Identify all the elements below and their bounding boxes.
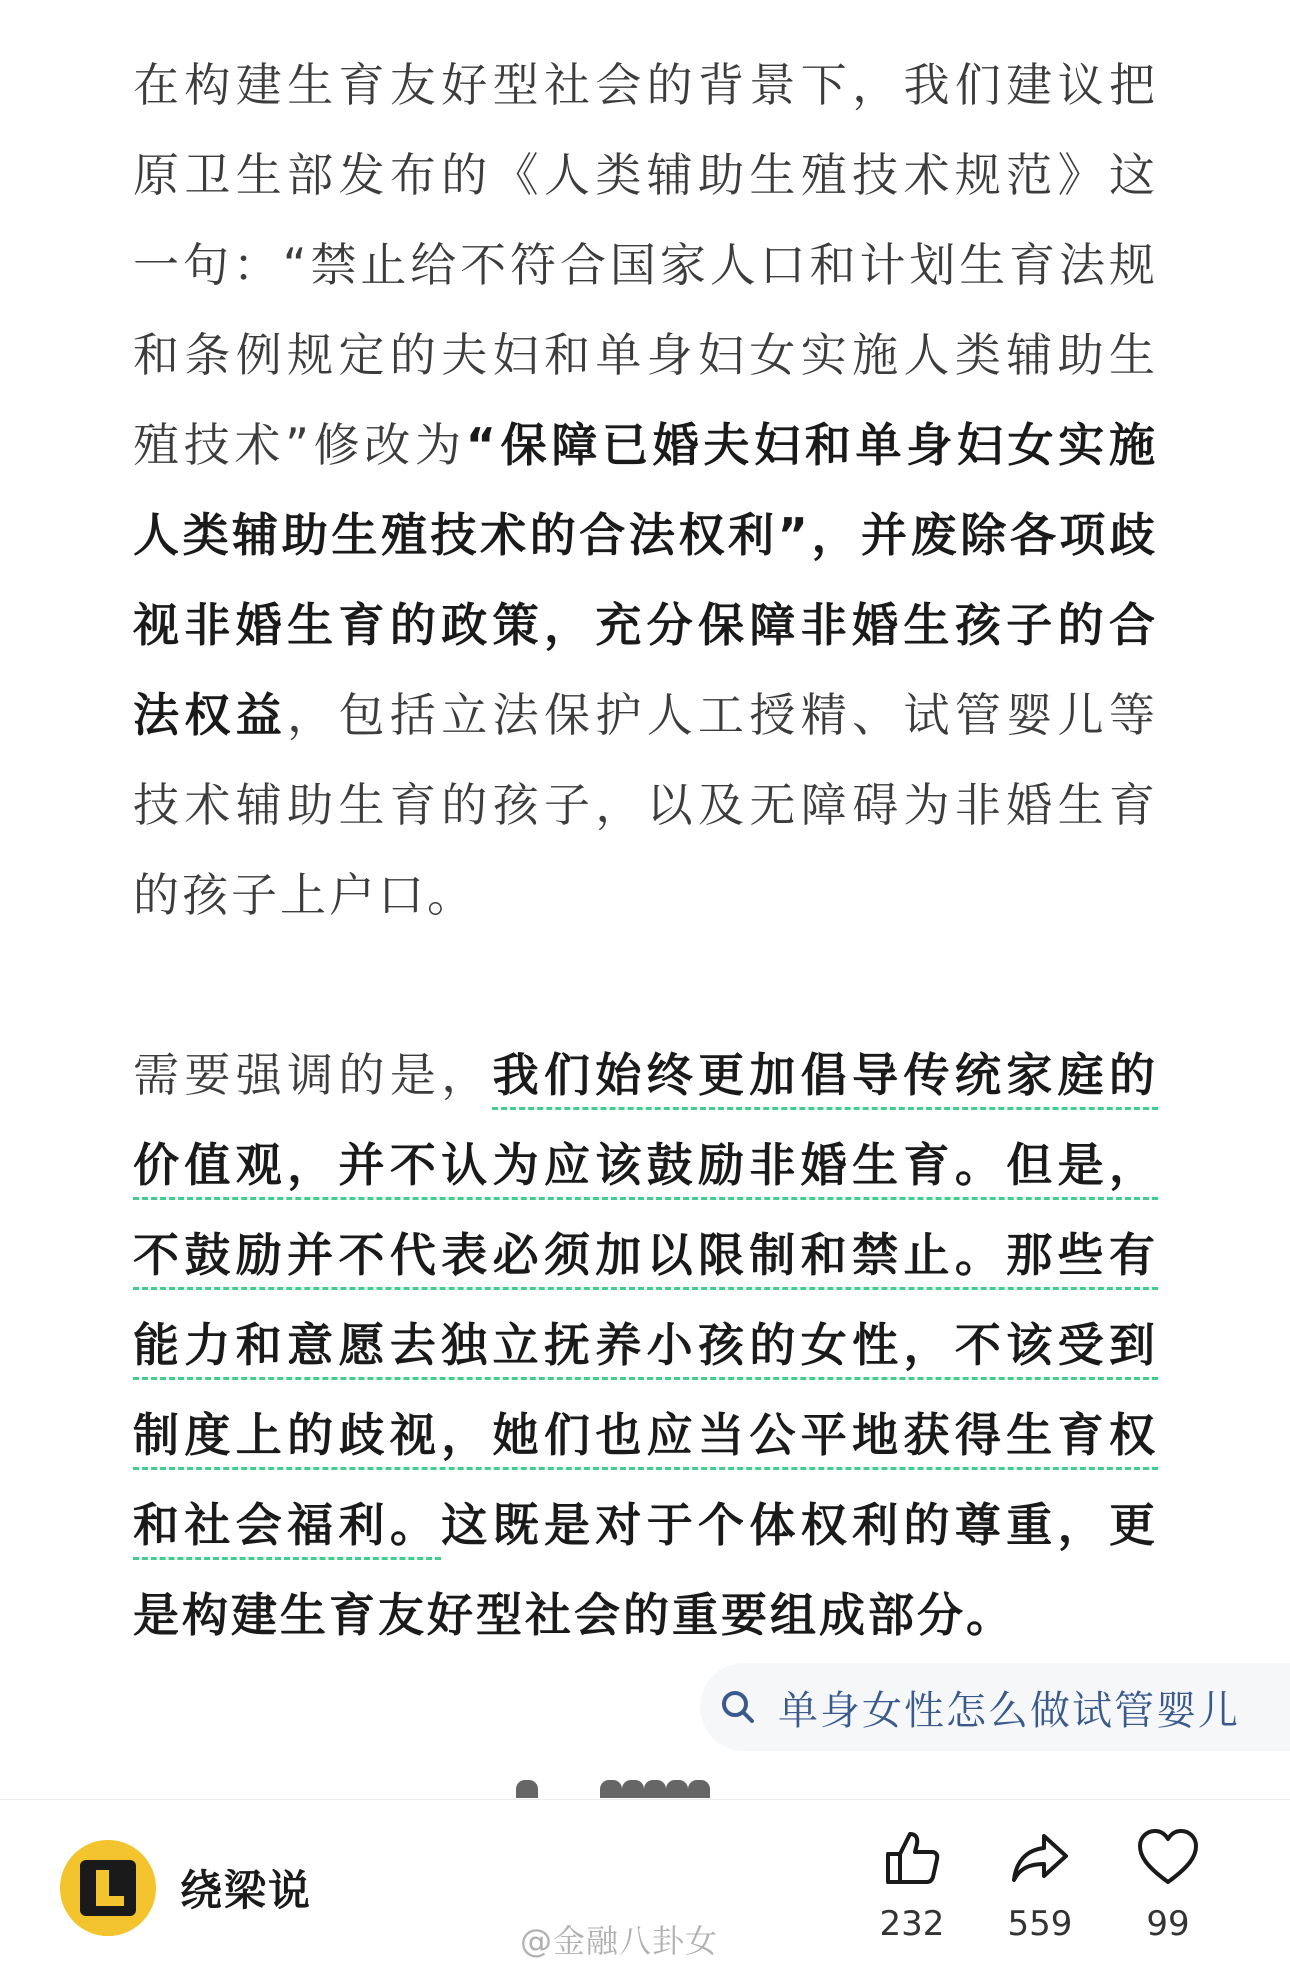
favorite-button[interactable] bbox=[1108, 1826, 1228, 1944]
search-suggestion-chip[interactable] bbox=[700, 1663, 1290, 1751]
proposal-bold-text: “保障已婚夫妇和单身妇女实施人类辅助生殖技术的合法权利”，并废除各项歧视非婚生育的政策，充分保障非婚生孩子的合法权益 bbox=[133, 418, 1159, 742]
highlighted-text[interactable]: 我们始终更加倡导传统家庭的价值观，并不认为应该鼓励非婚生育。但是，不鼓励并不代表必须加以限制和禁止。那些有能力和意愿去独立抚养小孩的女性，不该受到制度上的歧视，她们也应当公平地获得生育权和社会福利。 bbox=[133, 1048, 1159, 1552]
thumbs-up-icon bbox=[880, 1826, 944, 1890]
proposal-text-tail: ，包括立法保护人工授精、试管婴儿等技术辅助生育的孩子，以及无障碍为非婚生育的孩子上户口。 bbox=[133, 688, 1159, 922]
favorite-count: 99 bbox=[1146, 1904, 1190, 1944]
article-body bbox=[133, 40, 1158, 1660]
like-count: 232 bbox=[879, 1904, 945, 1944]
carousel-dot[interactable] bbox=[622, 1780, 644, 1798]
carousel-dot[interactable] bbox=[600, 1780, 622, 1798]
paragraph-proposal bbox=[133, 40, 1158, 940]
avatar-logo-icon bbox=[60, 1840, 156, 1936]
paragraph-emphasis bbox=[133, 1030, 1158, 1660]
carousel-dot[interactable] bbox=[666, 1780, 688, 1798]
search-suggestion-text: 单身女性怎么做试管婴儿 bbox=[778, 1687, 1240, 1734]
share-button[interactable] bbox=[980, 1826, 1100, 1944]
proposal-text: 在构建生育友好型社会的背景下，我们建议把原卫生部发布的《人类辅助生殖技术规范》这一句：“禁止给不符合国家人口和计划生育法规和条例规定的夫妇和单身妇女实施人类辅助生殖技术”修改为 bbox=[133, 58, 1158, 472]
carousel-dot[interactable] bbox=[644, 1780, 666, 1798]
search-icon bbox=[718, 1687, 758, 1727]
avatar[interactable] bbox=[60, 1840, 156, 1936]
heart-icon bbox=[1136, 1826, 1200, 1890]
emphasis-intro: 需要强调的是， bbox=[133, 1048, 493, 1102]
emphasis-bold-tail: 这既是对于个体权利的尊重，更是构建生育友好型社会的重要组成部分。 bbox=[133, 1498, 1159, 1642]
carousel-dot[interactable] bbox=[516, 1780, 538, 1798]
watermark: @金融八卦女 bbox=[520, 1922, 719, 1960]
like-button[interactable] bbox=[852, 1826, 972, 1944]
author-name[interactable]: 绕梁说 bbox=[180, 1866, 313, 1915]
share-count: 559 bbox=[1007, 1904, 1073, 1944]
image-carousel-indicator bbox=[0, 1780, 1290, 1800]
carousel-dot[interactable] bbox=[688, 1780, 710, 1798]
share-icon bbox=[1008, 1826, 1072, 1890]
